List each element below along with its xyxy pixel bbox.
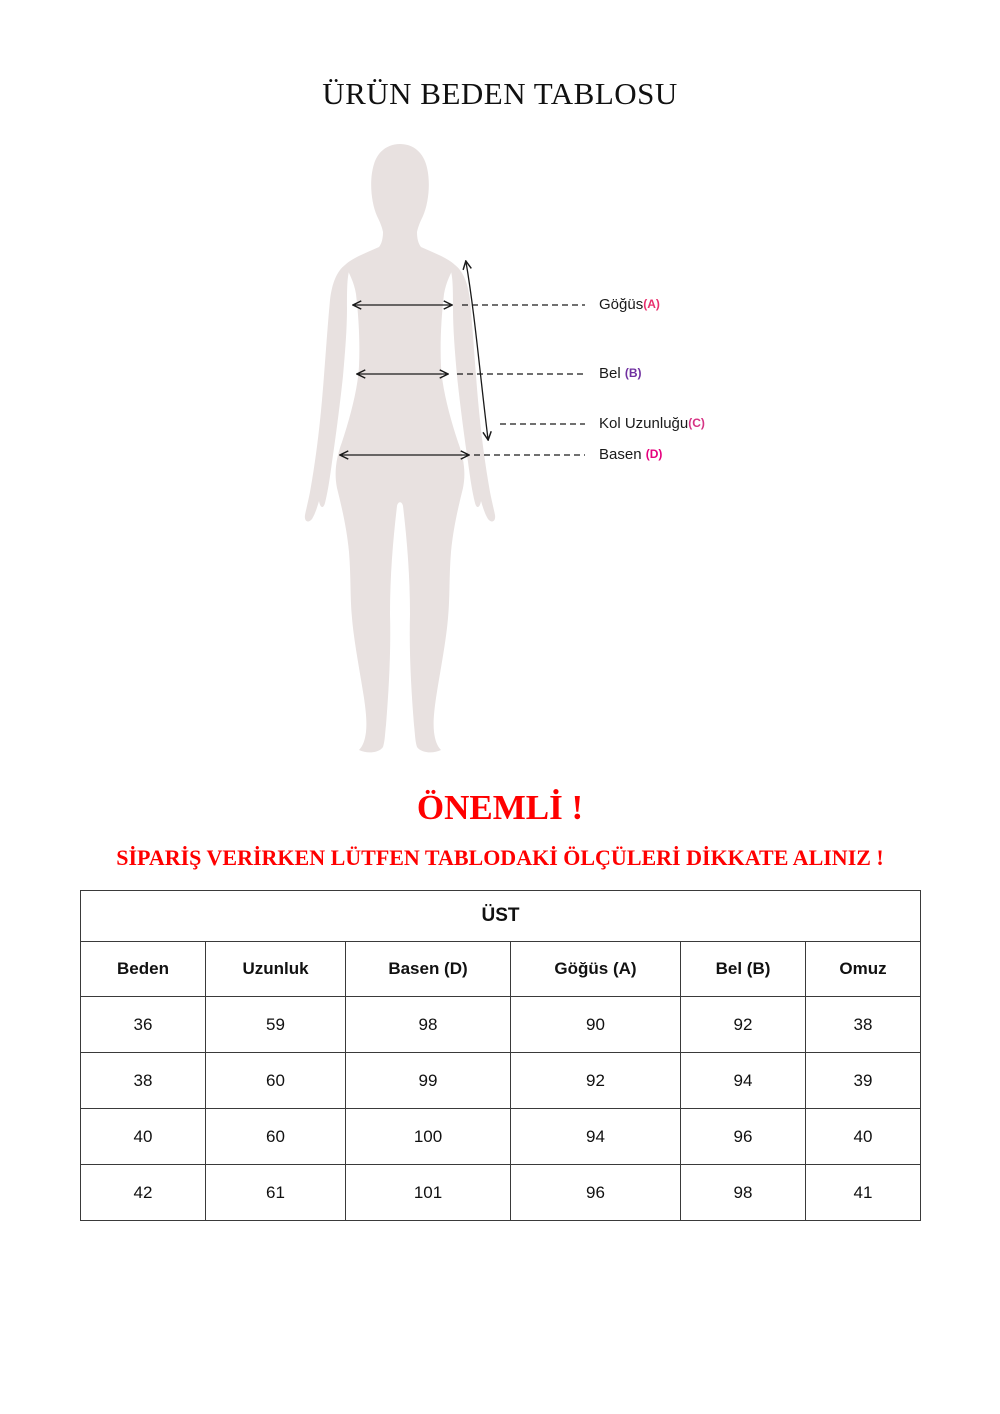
- measurement-label-text: Kol Uzunluğu: [599, 415, 689, 432]
- measurement-code-c: (C): [688, 416, 705, 430]
- page-title: ÜRÜN BEDEN TABLOSU: [322, 76, 678, 111]
- size-cell: 59: [206, 997, 346, 1053]
- table-column-header-row: [81, 942, 921, 997]
- measurement-label-arm-length: [599, 415, 705, 432]
- size-cell: 101: [346, 1165, 511, 1221]
- size-cell: 36: [81, 997, 206, 1053]
- column-header-uzunluk: Uzunluk: [206, 942, 346, 997]
- body-measurement-diagram: [0, 140, 1000, 768]
- table-group-header-row: [81, 891, 921, 942]
- important-heading: ÖNEMLİ !: [416, 788, 584, 827]
- size-cell: 38: [81, 1053, 206, 1109]
- column-header-gogus: Göğüs (A): [511, 942, 681, 997]
- size-cell: 42: [81, 1165, 206, 1221]
- size-cell: 96: [681, 1109, 806, 1165]
- measurement-label-text: Bel: [599, 365, 625, 382]
- size-cell: 39: [806, 1053, 921, 1109]
- size-cell: 94: [511, 1109, 681, 1165]
- column-header-omuz: Omuz: [806, 942, 921, 997]
- size-cell: 99: [346, 1053, 511, 1109]
- size-cell: 90: [511, 997, 681, 1053]
- size-cell: 61: [206, 1165, 346, 1221]
- measurement-label-waist: [599, 365, 642, 382]
- important-subheading: SİPARİŞ VERİRKEN LÜTFEN TABLODAKİ ÖLÇÜLERİ DİKKATE ALINIZ !: [116, 845, 884, 870]
- measurement-lines: [0, 140, 1000, 768]
- column-header-basen: Basen (D): [346, 942, 511, 997]
- table-row-size-40: [81, 1109, 921, 1165]
- size-cell: 92: [681, 997, 806, 1053]
- table-group-header: ÜST: [81, 891, 921, 942]
- size-cell: 40: [81, 1109, 206, 1165]
- arm-length-arrow: [466, 262, 488, 439]
- size-cell: 94: [681, 1053, 806, 1109]
- size-table: [80, 890, 921, 1221]
- measurement-label-chest: [599, 296, 660, 313]
- table-row-size-42: [81, 1165, 921, 1221]
- column-header-bel: Bel (B): [681, 942, 806, 997]
- size-cell: 98: [346, 997, 511, 1053]
- size-cell: 40: [806, 1109, 921, 1165]
- measurement-label-hip: [599, 446, 662, 463]
- measurement-label-text: Göğüs: [599, 296, 644, 313]
- table-row-size-38: [81, 1053, 921, 1109]
- size-cell: 92: [511, 1053, 681, 1109]
- size-cell: 96: [511, 1165, 681, 1221]
- size-cell: 38: [806, 997, 921, 1053]
- size-cell: 100: [346, 1109, 511, 1165]
- table-row-size-36: [81, 997, 921, 1053]
- measurement-code-b: (B): [624, 366, 642, 380]
- column-header-beden: Beden: [81, 942, 206, 997]
- measurement-code-d: (D): [645, 447, 663, 461]
- size-cell: 60: [206, 1109, 346, 1165]
- measurement-code-a: (A): [643, 297, 660, 311]
- measurement-label-text: Basen: [599, 446, 646, 463]
- size-cell: 98: [681, 1165, 806, 1221]
- size-cell: 41: [806, 1165, 921, 1221]
- size-cell: 60: [206, 1053, 346, 1109]
